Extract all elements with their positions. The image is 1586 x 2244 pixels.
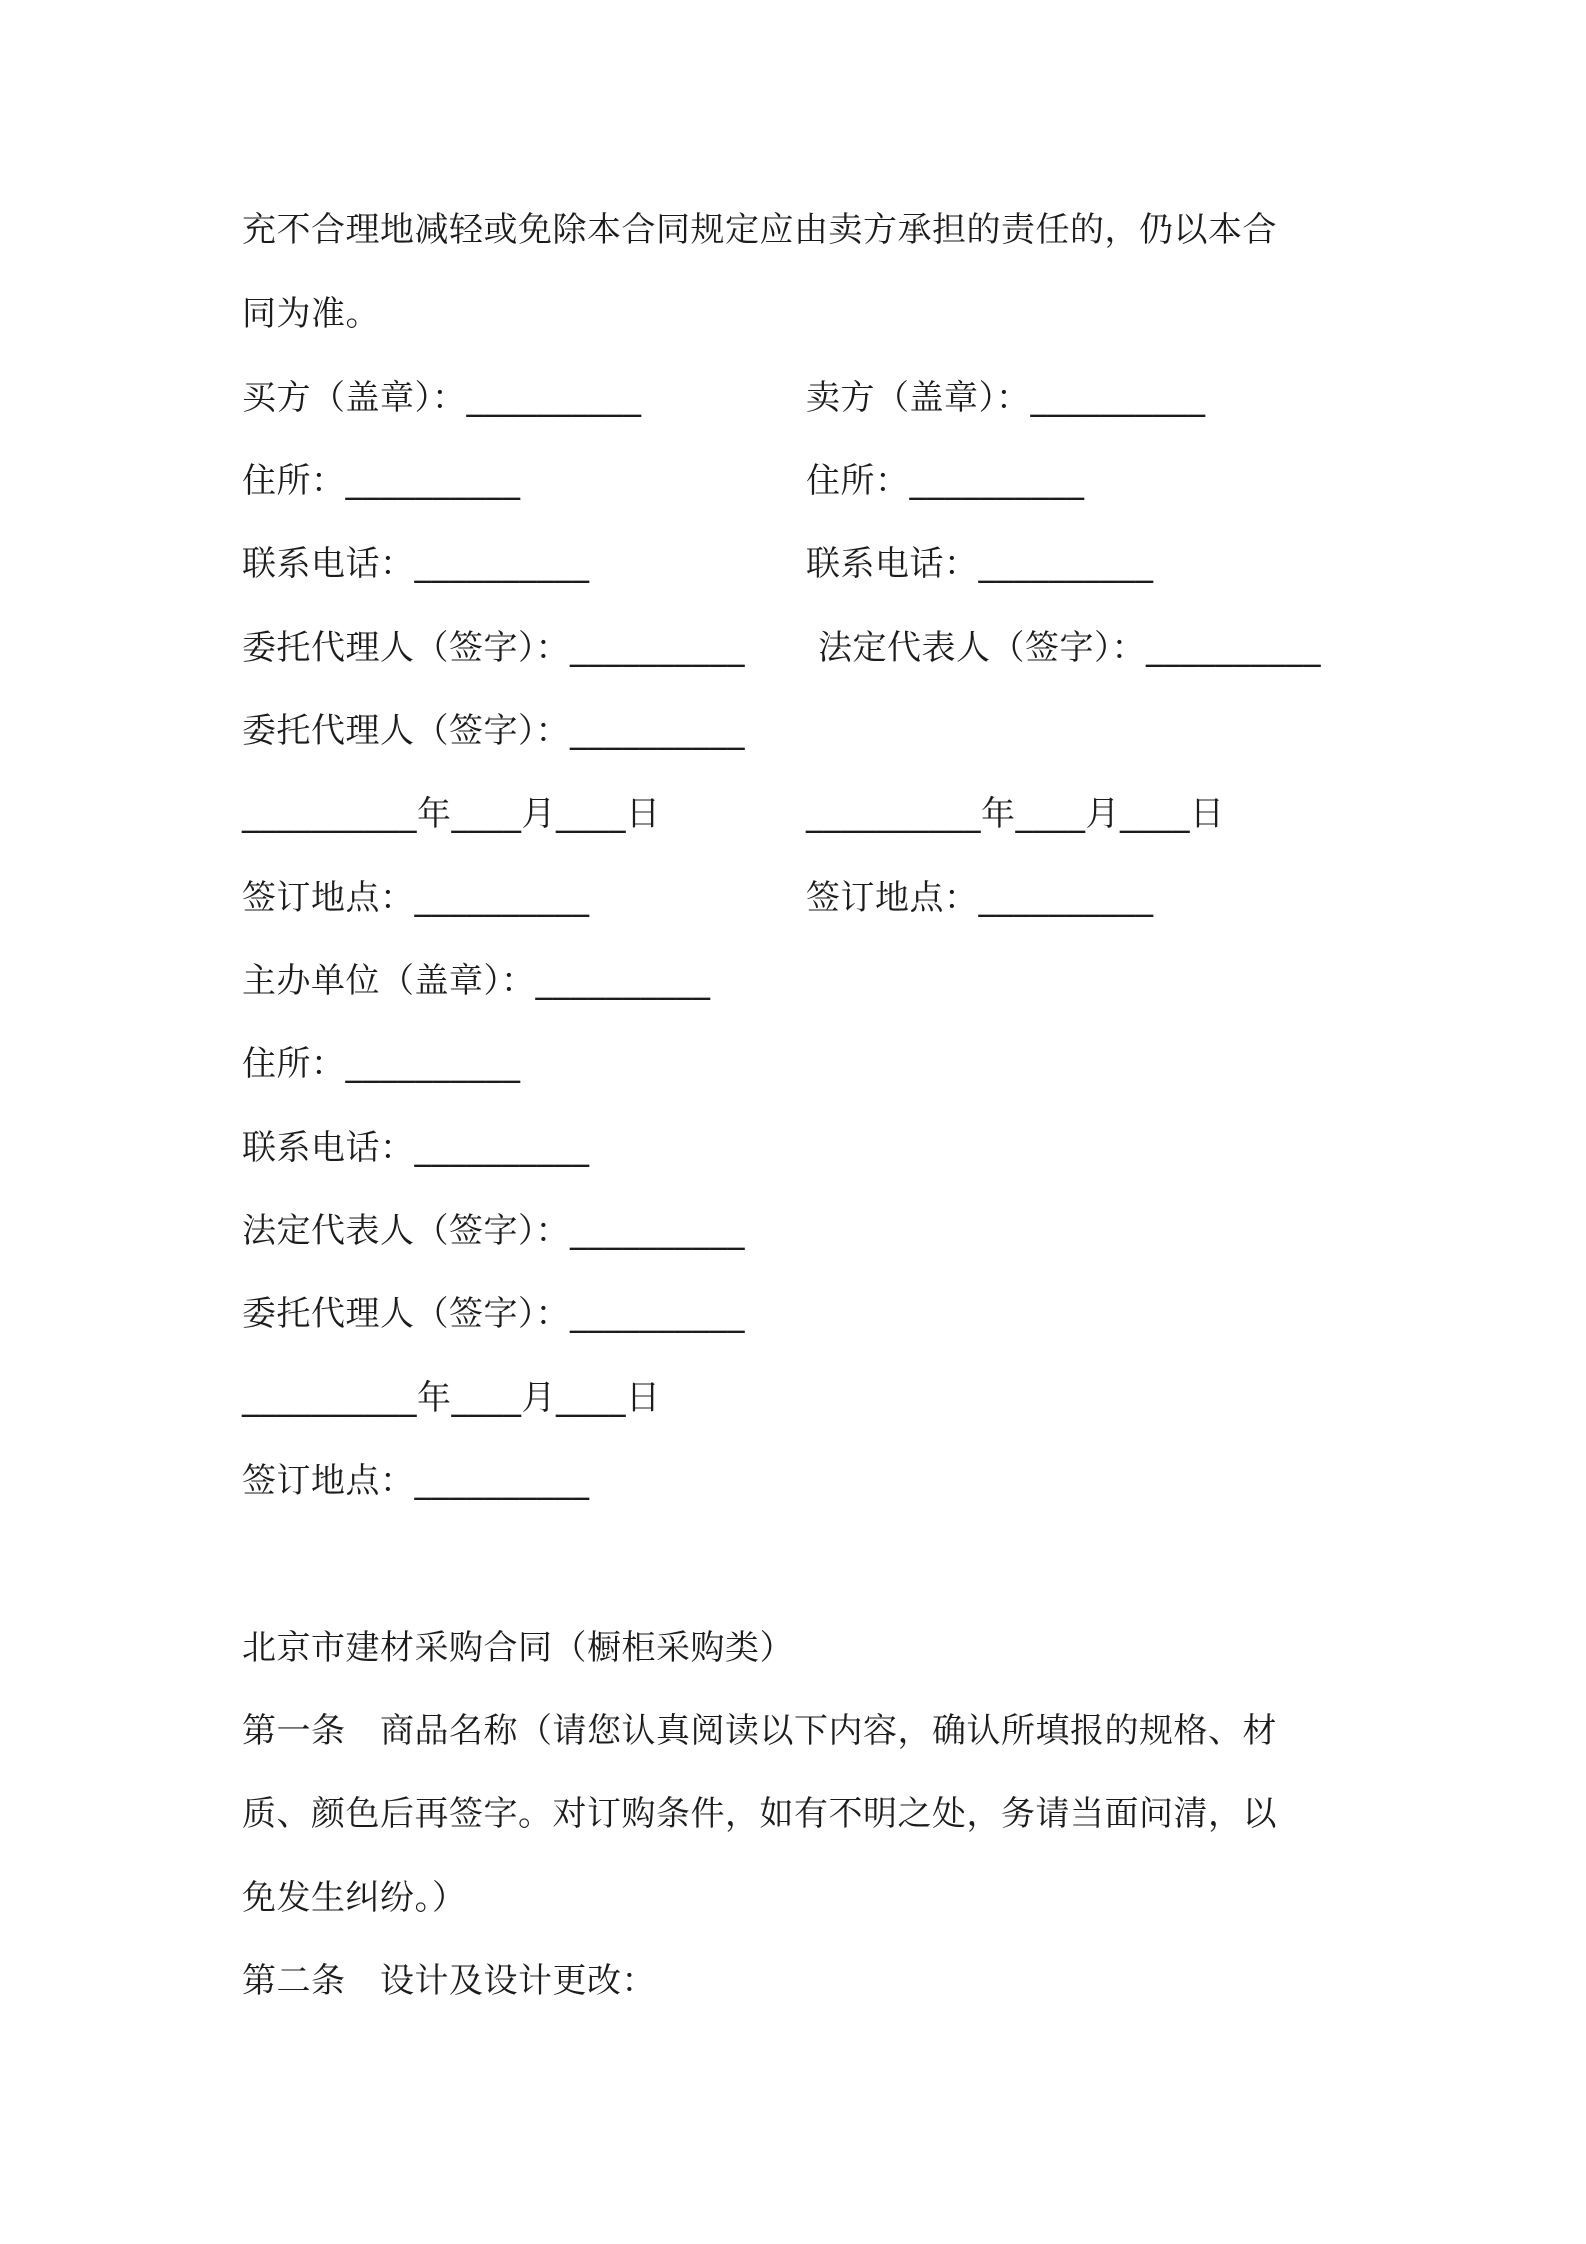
seller-address-field: 住所：__________ <box>806 461 1085 501</box>
buyer-agent-repeat-field: 委托代理人（签字）：__________ <box>242 711 745 751</box>
seller-place-field: 签订地点：__________ <box>806 878 1154 918</box>
organizer-date-field: __________年____月____日 <box>242 1378 661 1418</box>
article-1-line-1: 第一条 商品名称（请您认真阅读以下内容，确认所填报的规格、材 <box>242 1711 1277 1751</box>
seller-date-field: __________年____月____日 <box>806 794 1225 834</box>
organizer-agent-field: 委托代理人（签字）：__________ <box>242 1294 745 1334</box>
seller-seal-field: 卖方（盖章）：__________ <box>806 378 1206 418</box>
buyer-place-field: 签订地点：__________ <box>242 878 590 918</box>
buyer-agent-field: 委托代理人（签字）：__________ <box>242 628 745 668</box>
organizer-seal-field: 主办单位（盖章）：__________ <box>242 961 711 1001</box>
article-2-heading: 第二条 设计及设计更改： <box>242 1961 656 2001</box>
intro-paragraph-line-2: 同为准。 <box>242 294 380 334</box>
organizer-address-field: 住所：__________ <box>242 1044 521 1084</box>
seller-phone-field: 联系电话：__________ <box>806 544 1154 584</box>
article-1-line-3: 免发生纠纷。） <box>242 1878 467 1918</box>
seller-legal-rep-field: 法定代表人（签字）：__________ <box>818 628 1321 668</box>
contract-title: 北京市建材采购合同（橱柜采购类） <box>242 1628 794 1668</box>
organizer-legal-rep-field: 法定代表人（签字）：__________ <box>242 1211 745 1251</box>
buyer-date-field: __________年____月____日 <box>242 794 661 834</box>
buyer-phone-field: 联系电话：__________ <box>242 544 590 584</box>
organizer-place-field: 签订地点：__________ <box>242 1461 590 1501</box>
buyer-seal-field: 买方（盖章）：__________ <box>242 378 642 418</box>
buyer-address-field: 住所：__________ <box>242 461 521 501</box>
intro-paragraph-line-1: 充不合理地减轻或免除本合同规定应由卖方承担的责任的，仍以本合 <box>242 210 1277 250</box>
organizer-phone-field: 联系电话：__________ <box>242 1128 590 1168</box>
article-1-line-2: 质、颜色后再签字。对订购条件，如有不明之处，务请当面问清，以 <box>242 1794 1277 1834</box>
